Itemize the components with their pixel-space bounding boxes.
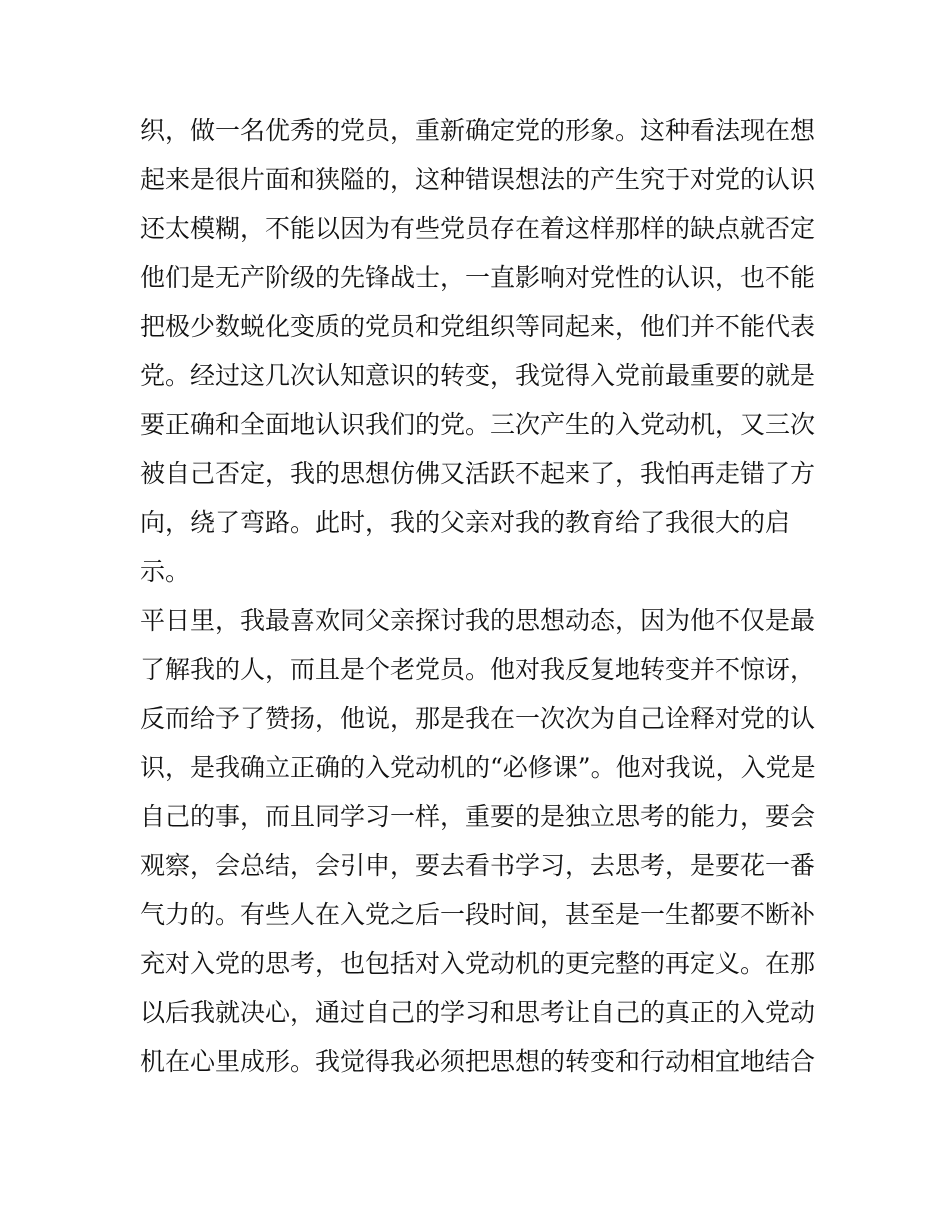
text-line: 被自己否定，我的思想仿佛又活跃不起来了，我怕再走错了方 (140, 459, 816, 488)
text-line: 示。 (140, 557, 191, 586)
text-line: 起来是很片面和狭隘的，这种错误想法的产生究于对党的认识 (140, 165, 816, 194)
text-line: 还太模糊，不能以因为有些党员存在着这样那样的缺点就否定 (140, 214, 816, 243)
text-line: 自己的事，而且同学习一样，重要的是独立思考的能力，要会 (140, 802, 816, 831)
text-line: 充对入党的思考，也包括对入党动机的更完整的再定义。在那 (140, 949, 816, 978)
text-line: 向，绕了弯路。此时，我的父亲对我的教育给了我很大的启 (140, 508, 791, 537)
text-line: 把极少数蜕化变质的党员和党组织等同起来，他们并不能代表 (140, 312, 816, 341)
text-line: 了解我的人，而且是个老党员。他对我反复地转变并不惊讶， (140, 655, 816, 684)
text-line: 平日里，我最喜欢同父亲探讨我的思想动态，因为他不仅是最 (140, 606, 816, 635)
text-line: 他们是无产阶级的先锋战士，一直影响对党性的认识，也不能 (140, 263, 816, 292)
text-line: 织，做一名优秀的党员，重新确定党的形象。这种看法现在想 (140, 116, 816, 145)
text-line: 机在心里成形。我觉得我必须把思想的转变和行动相宜地结合 (140, 1047, 816, 1076)
text-line: 反而给予了赞扬，他说，那是我在一次次为自己诠释对党的认 (140, 704, 816, 733)
text-line: 观察，会总结，会引申，要去看书学习，去思考，是要花一番 (140, 851, 816, 880)
paragraph-2 (140, 596, 820, 1086)
text-line: 识，是我确立正确的入党动机的“必修课”。他对我说，入党是 (140, 753, 816, 782)
text-line: 以后我就决心，通过自己的学习和思考让自己的真正的入党动 (140, 998, 816, 1027)
text-line: 党。经过这几次认知意识的转变，我觉得入党前最重要的就是 (140, 361, 816, 390)
text-line: 要正确和全面地认识我们的党。三次产生的入党动机，又三次 (140, 410, 816, 439)
text-line: 气力的。有些人在入党之后一段时间，甚至是一生都要不断补 (140, 900, 816, 929)
paragraph-1 (140, 106, 820, 596)
document-body (140, 106, 820, 1086)
